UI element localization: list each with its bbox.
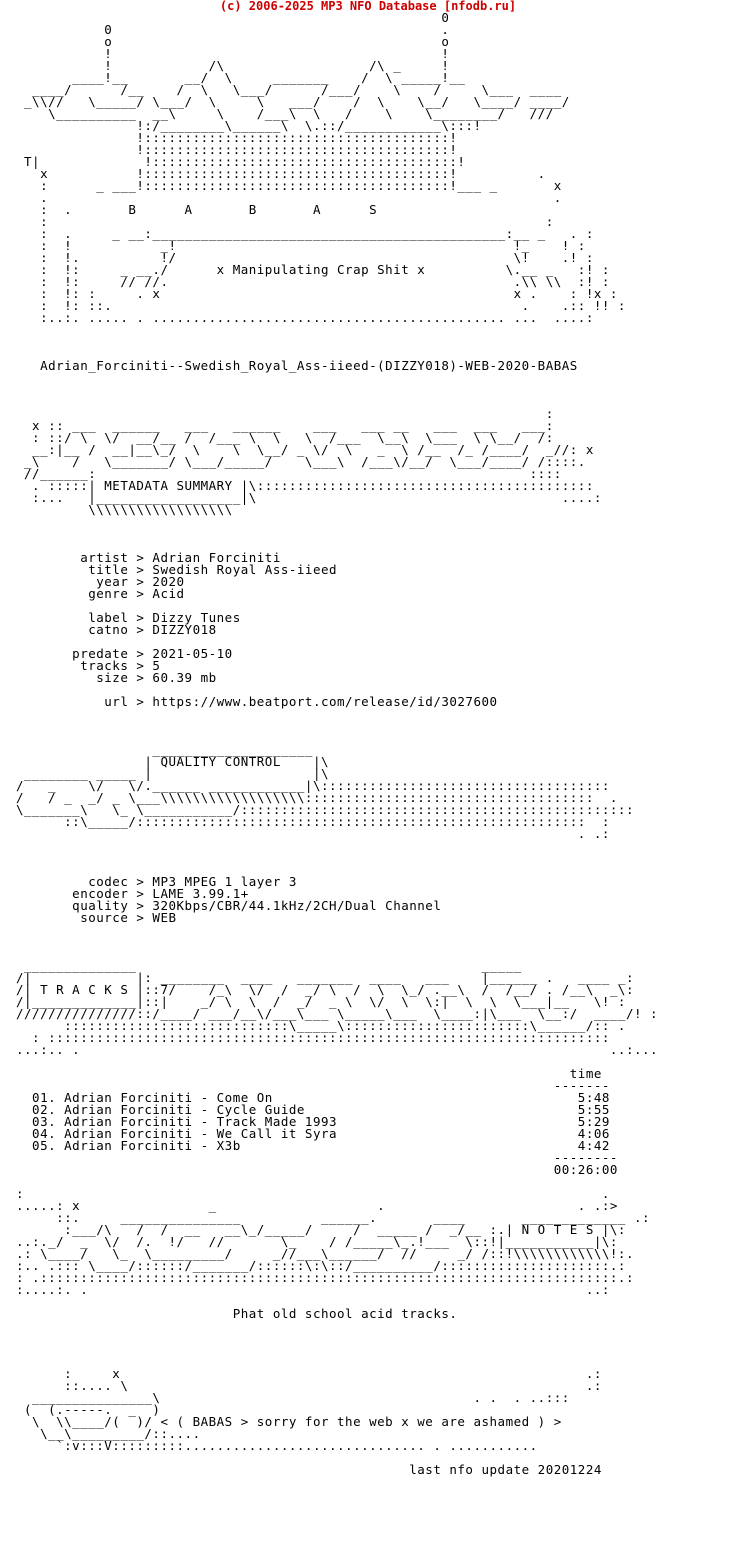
- nfodb-banner: (c) 2006-2025 MP3 NFO Database [nfodb.ru]: [219, 0, 517, 13]
- nfo-ascii-document: 0 0 . o o ! ! ! /\ /\ _ ! ____!__ __/ \ _______ / \ _____!__ ____/ /__ / \ \___/ /___/ \ / \___ ____ _\\// \_____/ \___/ \ \ ___/ / \ \__/ \____/ ____/ \__________ __\ \ /___\ \ / \ \________/ /// !:/________\______\ \.::/____________\:::! !::::::::::::::::::::::::::::::::::::::! !::::::::::::::::::::::::::::::::::::::! T| !::::::::::::::::::::::::::::::::::::::! x !::::::::::::::::::::::::::::::::::::::! . : _ ___!::::::::::::::::::::::::::::::::::::::!___ _ x . . : . B A B A S : : : . _ __:____________________________________________:__ _ . : : ! _! !_ ! : : !. !/ \! .! : : !: _ __./ x Manipulating Crap Shit x \.__ _ :! : : !: // //. .\\ \\ :! : : !: : . x x . : !x : : !: ::. . .:: !! : :..:. ..... . ............................................ ... ....: Adrian_Forciniti--Swedish_Royal_Ass-iieed-(DIZZY018)-WEB-2020-BABAS : x :: ___ ______ ___ ______ ___ ___ __ ___ ___ ___: : ::/ \ \/ __/__ / /___ \ \ \ /___ \__\ \___ \ \__/ /: __:|__ / __|__\_/ \ \ \__/ _ \/ \ _ \ /__ /_ /____/ _//: x _\ / \_______/ \___/_____/ \___\ /___\/__/ \___/____/ /::::. //______: :::: . :::::| METADATA SUMMARY |\:::::::::::::::::::::::::::::::::::::::::: :... |__________________|\ ....: \\\\\\\\\\\\\\\\\\ artist > Adrian Forciniti title > Swedish Royal Ass-iieed year > 2020 genre > Acid label > Dizzy Tunes catno > DIZZY018 predate > 2021-05-10 tracks > 5 size > 60.39 mb url > https://www.beatport.com/release/id/3027600 ____________________ | QUALITY CONTROL |\ ________ _____ | |\ / _ \/ \/.______ ____________|\:::::::::::::::::::::::::::::::::::: / / _ _/ _ \___\\\\\\\\\\\\\\\\\\:::::::::::::::::::::::::::::::::::: . \_______\ \_ \___________/::::::::::::::::::::::::::::::::::::::::::::::::: ::\_____/:::::::::::::::::::::::::::::::::::::::::::::::::::::::: : . .: codec > MP3 MPEG 1 layer 3 encoder > LAME 3.99.1+ quality > 320Kbps/CBR/44.1kHz/2CH/Dual Channel source > WEB ______________ _____ /| |: ________ ____ _______ ____ ___ |______ . ____ _: /| T R A C K S |::7/ /_\ \/ / _/ \ / \ \_/ .__\ / /__/ . /__\ _\: /|_____________|::| _/ \ \ / _/ _ \ \/ \ \:| \ \ \___|__ \! : ///////////////::/____/ ___/__\/___\___ \_____\___ \____:|\___ \__:/ ____/! : ::::::::::::::::::::::::::::\_____\:::::::::::::::::::::::\______/:: . : :::::::::::::::::::::::::::::::::::::::::::::::::::::::::::::::::::::: ...:.. . ..:... time ------- 01. Adrian Forciniti - Come On 5:48 02. Adrian Forciniti - Cycle Guide 5:55 03. Adrian Forciniti - Track Made 1993 5:29 04. Adrian Forciniti - We Call it Syra 4:06 05. Adrian Forciniti - X3b 4:42 -------- 00:26:00 : . .....: x _ . . .:> ::. _______________ ______. ____ _____________ .: :___/\ / / __ __\_/_____/ / _____ / _/__ :.| N O T E S |\: ..:._/ _ \/ /. !/ // \_ / /_____\_.!___ \::!|___________|\: .: \____/ \_ \_________/ _//___\______/ // _/ /::!\\\\\\\\\\\\!:. :.. .::: \____/::::::/_______/::::::\:\::/__________/:::::::::::::::::::::.: : .::::::::::::::::::::::::::::::::::::::::::::::::::::::::::::::::::::::::.: :....:. . ..: Phat old school acid tracks. : x .: ::.... \ .: _______________\ . . . ..::: ( (.-----. _ ) \ \\____/( )/ < ( BABAS > sorry for the web x we are ashamed ) > \__\_________/::.... `:v:::V:::::::::.............................. . ........... last nfo update 20201224: [16, 10, 659, 1477]
